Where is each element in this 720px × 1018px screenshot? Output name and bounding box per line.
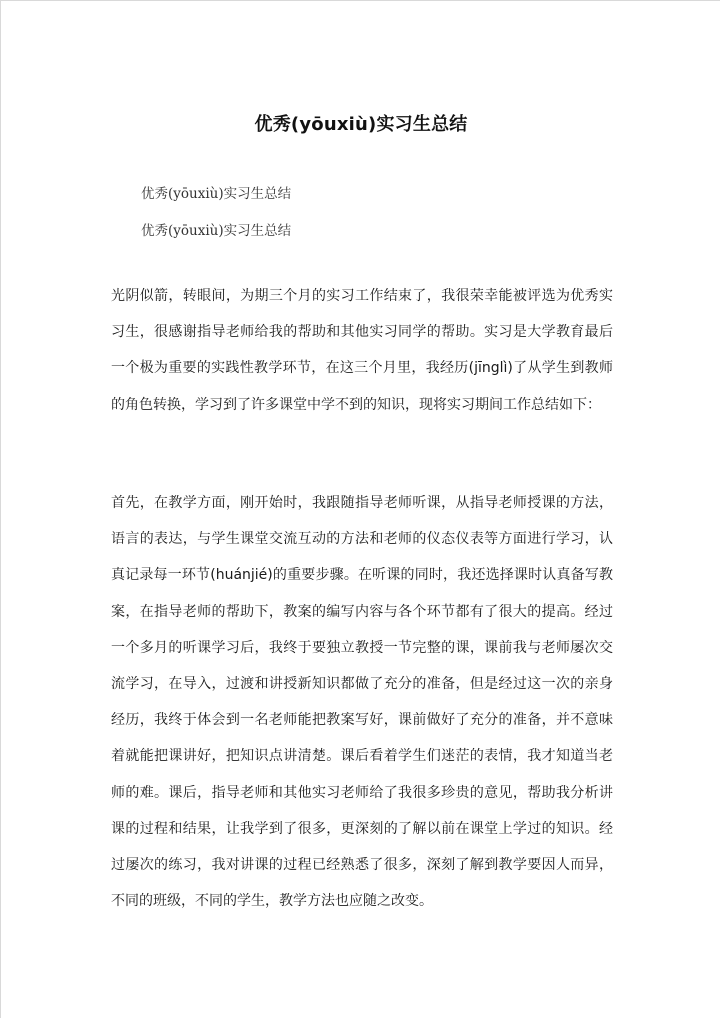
- body-paragraph: 光阴似箭，转眼间，为期三个月的实习工作结束了，我很荣幸能被评选为优秀实习生，很感谢指导老师给我的帮助和其他实习同学的帮助。实习是大学教育最后一个极为重要的实践性教学环节，在这三个月里，我经历(jīnglì)了从学生到教师的角色转换，学习到了许多课堂中学不到的知识，现将实习期间工作总结如下：: [111, 288, 613, 413]
- document-subtitle: 优秀(yōuxiù)实习生总结: [141, 223, 292, 239]
- document-subtitle: 优秀(yōuxiù)实习生总结: [141, 186, 292, 202]
- document-title: 优秀(yōuxiù)实习生总结: [254, 114, 468, 135]
- body-paragraph: 首先，在教学方面，刚开始时，我跟随指导老师听课，从指导老师授课的方法，语言的表达，与学生课堂交流互动的方法和老师的仪态仪表等方面进行学习，认真记录每一环节(huánjié)的重要步骤。在听课的同时，我还选择课时认真备写教案，在指导老师的帮助下，教案的编写内容与各个环节都有了很大的提高。经过一个多月的听课学习后，我终于要独立教授一节完整的课，课前我与老师屡次交流学习，在导入，过渡和讲授新知识都做了充分的准备，但是经过这一次的亲身经历，我终于体会到一名老师能把教案写好，课前做好了充分的准备，并不意味着就能把课讲好，把知识点讲清楚。课后看着学生们迷茫的表情，我才知道当老师的难。课后，指导老师和其他实习老师给了我很多珍贵的意见，帮助我分析讲课的过程和结果，让我学到了很多，更深刻的了解以前在课堂上学过的知识。经过屡次的练习，我对讲课的过程已经熟悉了很多，深刻了解到教学要因人而异，不同的班级，不同的学生，教学方法也应随之改变。: [111, 495, 613, 910]
